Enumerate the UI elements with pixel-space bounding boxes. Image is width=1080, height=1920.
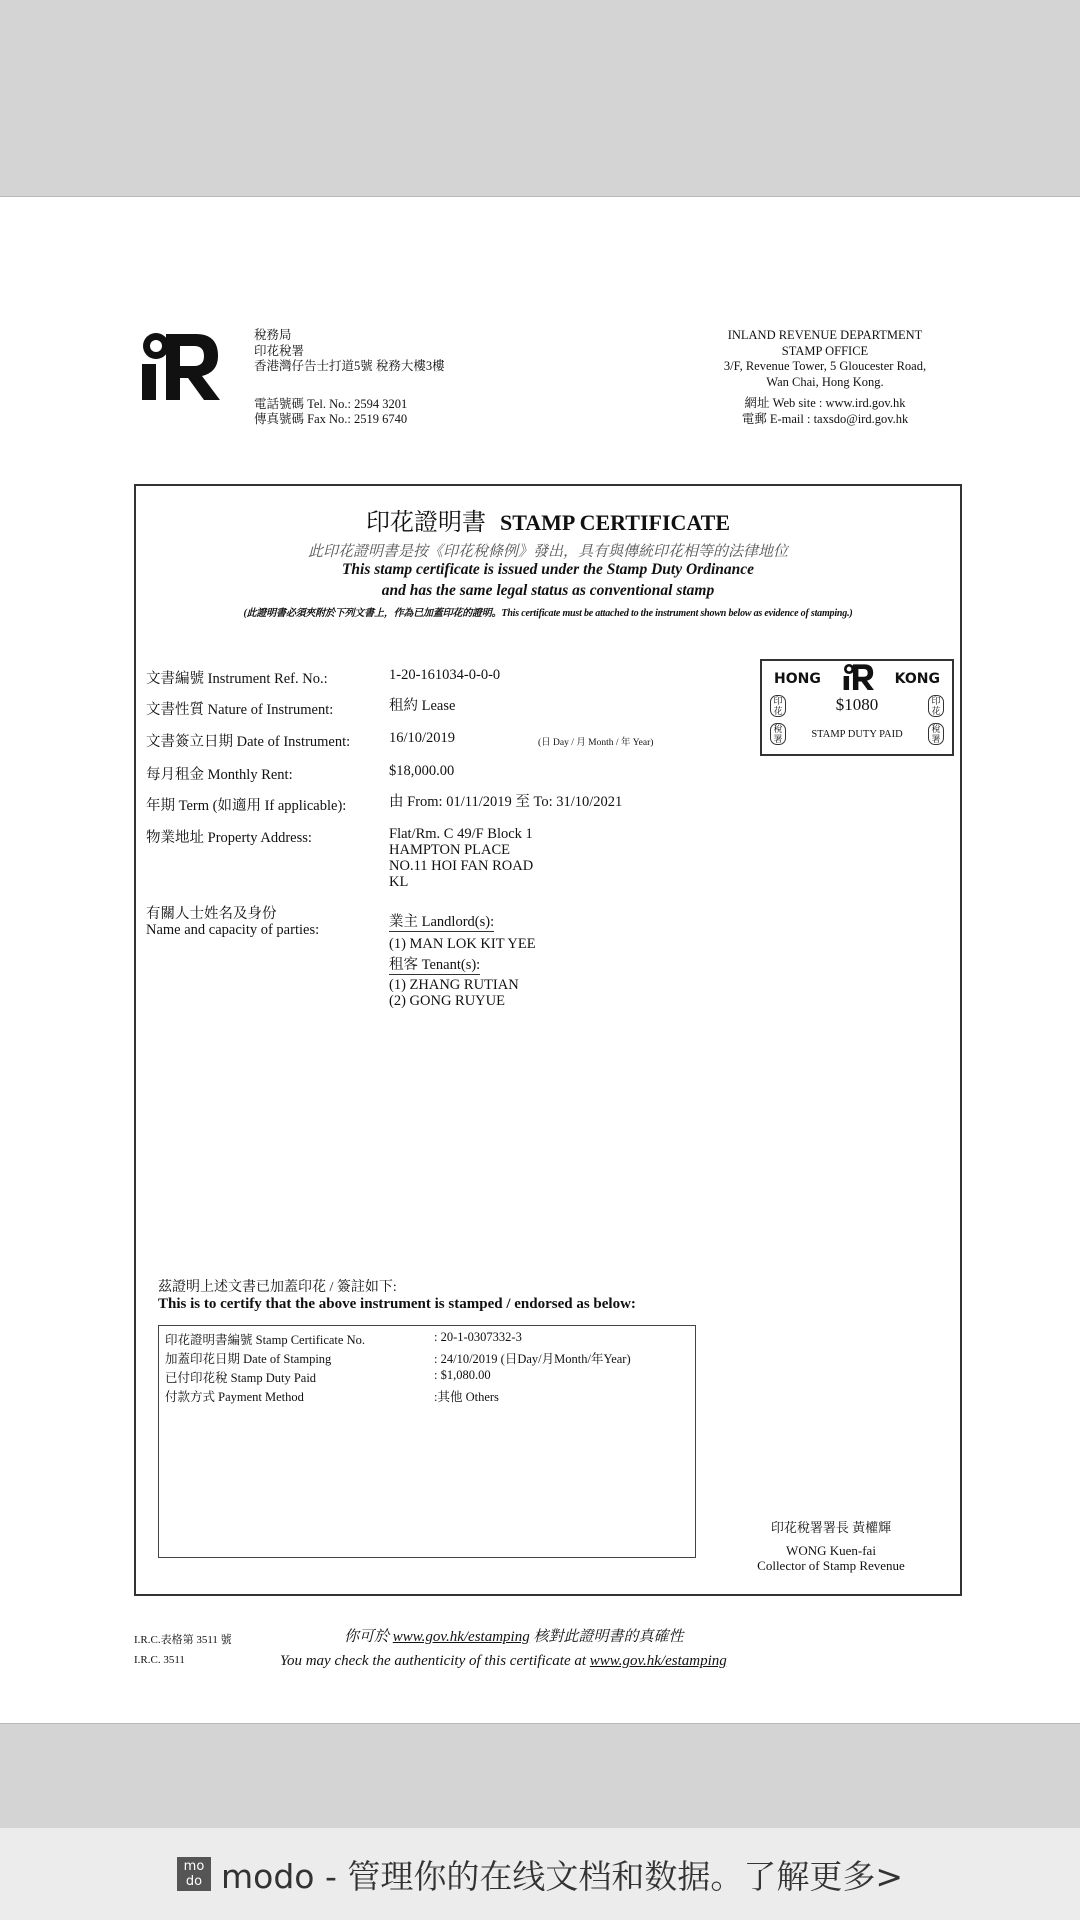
- email: 電郵 E-mail : taxsdo@ird.gov.hk: [741, 411, 909, 426]
- certify-en: This is to certify that the above instrument is stamped / endorsed as below:: [158, 1296, 636, 1312]
- stamping-details-box: [158, 1325, 696, 1558]
- chop-right-bottom: 稅署: [928, 723, 944, 745]
- ref-label: 文書編號 Instrument Ref. No.:: [146, 671, 328, 687]
- check-cn-post: 核對此證明書的真確性: [533, 1629, 684, 1645]
- office-name-en: STAMP OFFICE: [781, 343, 869, 358]
- parties-label: [146, 906, 319, 938]
- parties-label-en: Name and capacity of parties:: [146, 922, 320, 938]
- stamp-kong: KONG: [894, 671, 940, 687]
- address-line: Flat/Rm. C 49/F Block 1: [389, 826, 533, 842]
- authenticity-note: [280, 1625, 727, 1673]
- stamp-ird-logo: [842, 662, 874, 690]
- collector-signature: [736, 1520, 926, 1573]
- address-en-1: 3/F, Revenue Tower, 5 Gloucester Road,: [723, 359, 927, 373]
- document-page: [0, 196, 1080, 1724]
- term-label: 年期 Term (如適用 If applicable):: [146, 798, 347, 814]
- modo-promo-banner[interactable]: [0, 1828, 1080, 1920]
- address-line: HAMPTON PLACE: [389, 842, 510, 858]
- dept-name-cn: 稅務局: [254, 328, 292, 342]
- title-en: STAMP CERTIFICATE: [499, 510, 731, 535]
- website: 網址 Web site : www.ird.gov.hk: [744, 396, 906, 410]
- check-en-pre: You may check the authenticity of this certificate at: [280, 1653, 587, 1669]
- address-label: 物業地址 Property Address:: [146, 830, 312, 846]
- attachment-notice: (此證明書必須夾附於下列文書上，作為已加蓋印花的證明。This certificate must be attached to the instrument shown below as evidence of stamping.): [243, 608, 853, 619]
- detail-value: :其他 Others: [434, 1390, 499, 1404]
- tenant-heading: 租客 Tenant(s):: [389, 957, 481, 973]
- landlord-heading: 業主 Landlord(s):: [389, 914, 495, 930]
- modo-icon: mo do: [177, 1857, 211, 1891]
- landlord-entry: (1) MAN LOK KIT YEE: [389, 936, 536, 952]
- nature-label: 文書性質 Nature of Instrument:: [146, 702, 334, 718]
- nature-value: 租約 Lease: [389, 698, 456, 714]
- tenant-entry: (1) ZHANG RUTIAN: [389, 977, 519, 993]
- address-line: NO.11 HOI FAN ROAD: [389, 858, 534, 874]
- rent-value: $18,000.00: [389, 763, 455, 779]
- certify-cn: 茲證明上述文書已加蓋印花 / 簽註如下:: [158, 1280, 397, 1295]
- tel-number: 電話號碼 Tel. No.: 2594 3201: [254, 396, 408, 411]
- office-name-cn: 印花稅署: [254, 343, 305, 358]
- ird-logo: [138, 328, 220, 400]
- stamp-duty-paid-seal: [760, 659, 954, 756]
- property-address: [389, 826, 533, 890]
- chop-left-top: 印花: [770, 695, 786, 717]
- chop-right-top: 印花: [928, 695, 944, 717]
- header-left: [254, 328, 445, 428]
- detail-label: 付款方式 Payment Method: [165, 1390, 304, 1404]
- detail-label: 印花證明書編號 Stamp Certificate No.: [165, 1333, 365, 1347]
- rent-label: 每月租金 Monthly Rent:: [146, 767, 293, 783]
- detail-label: 加蓋印花日期 Date of Stamping: [165, 1352, 332, 1366]
- estamping-link-cn[interactable]: www.gov.hk/estamping: [392, 1629, 530, 1645]
- date-label: 文書簽立日期 Date of Instrument:: [146, 734, 351, 750]
- term-value: 由 From: 01/11/2019 至 To: 31/10/2021: [389, 794, 623, 810]
- subtitle-en-1: This stamp certificate is issued under the Stamp Duty Ordinance: [341, 561, 755, 578]
- title-cn: 印花證明書: [365, 510, 486, 536]
- detail-value: : 24/10/2019 (日Day/月Month/年Year): [434, 1352, 631, 1366]
- subtitle-cn: 此印花證明書是按《印花稅條例》發出，具有與傳統印花相等的法律地位: [307, 544, 788, 560]
- stamp-amount: $1080: [835, 695, 879, 714]
- ref-value: 1-20-161034-0-0-0: [389, 667, 501, 683]
- form-number-cn: I.R.C.表格第 3511 號: [134, 1634, 232, 1646]
- form-number: [134, 1630, 232, 1670]
- parties-label-cn: 有關人士姓名及身份: [146, 906, 277, 922]
- collector-title: Collector of Stamp Revenue: [757, 1558, 905, 1573]
- detail-value: : $1,080.00: [434, 1368, 491, 1382]
- date-value: 16/10/2019: [389, 730, 456, 746]
- fax-number: 傳真號碼 Fax No.: 2519 6740: [254, 412, 408, 426]
- chop-left-bottom: 稅署: [770, 723, 786, 745]
- address-cn: 香港灣仔告士打道5號 稅務大樓3樓: [254, 359, 445, 373]
- parties-list: [389, 914, 536, 1009]
- certificate-title: [136, 502, 960, 537]
- stamp-hong: HONG: [774, 671, 821, 687]
- date-format-note: (日 Day / 月 Month / 年 Year): [538, 738, 654, 748]
- tenant-entry: (2) GONG RUYUE: [389, 993, 505, 1009]
- estamping-link-en[interactable]: www.gov.hk/estamping: [589, 1653, 727, 1669]
- banner-text[interactable]: modo - 管理你的在线文档和数据。了解更多>: [220, 1856, 903, 1896]
- dept-name-en: INLAND REVENUE DEPARTMENT: [727, 328, 923, 342]
- detail-value: : 20-1-0307332-3: [434, 1330, 522, 1344]
- subtitle-en-2: and has the same legal status as conventional stamp: [381, 582, 715, 599]
- collector-name-en: WONG Kuen-fai: [786, 1543, 876, 1558]
- address-en-2: Wan Chai, Hong Kong.: [766, 374, 884, 389]
- check-cn-pre: 你可於: [344, 1629, 390, 1645]
- address-line: KL: [389, 874, 409, 890]
- collector-name-cn: 印花稅署署長 黃權輝: [770, 1520, 892, 1535]
- header-right: [690, 328, 960, 427]
- detail-label: 已付印花稅 Stamp Duty Paid: [165, 1371, 317, 1385]
- stamp-paid-label: STAMP DUTY PAID: [811, 729, 903, 740]
- form-number-en: I.R.C. 3511: [134, 1654, 185, 1666]
- certificate-box: [134, 484, 962, 1596]
